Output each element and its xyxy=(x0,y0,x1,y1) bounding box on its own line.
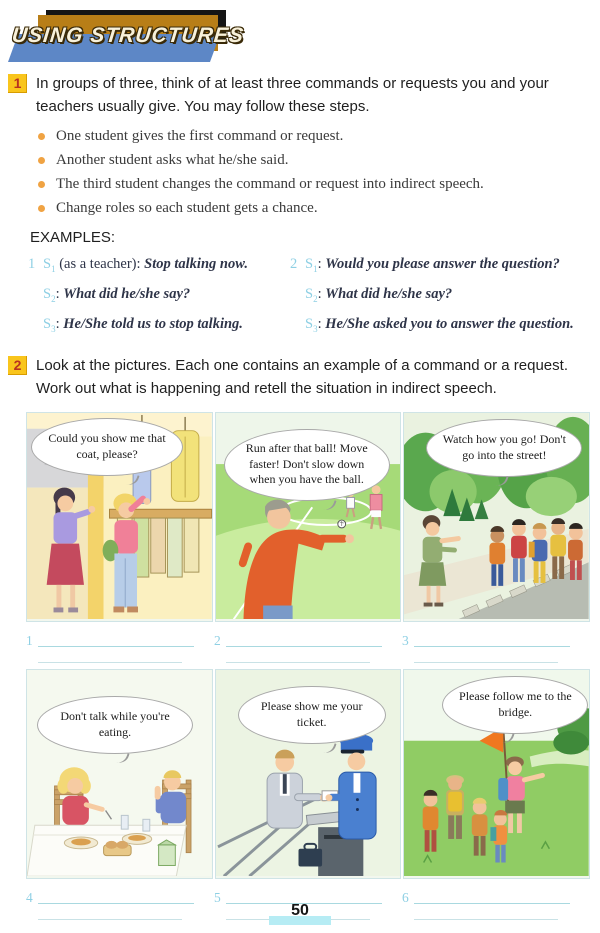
answer-blank xyxy=(402,630,590,663)
dialogue-text: Would you please answer the question? xyxy=(325,256,560,272)
speech-bubble: Don't talk while you're eating. xyxy=(37,696,193,754)
speaker-label: $S_2$ xyxy=(43,285,56,304)
exercise-2 xyxy=(8,354,592,400)
speaker-label: $S_1$ xyxy=(43,256,56,274)
separator: : xyxy=(55,285,64,302)
dialogue-text: Stop talking now. xyxy=(144,256,248,272)
speaker-label: $S_2$ xyxy=(305,285,318,304)
list-item xyxy=(38,198,592,222)
exercise-1-instructions: In groups of three, think of at least three commands or requests you and your teachers usually give. You may follow these steps. xyxy=(36,75,549,115)
panel-2-football-field xyxy=(215,412,402,622)
step-text: Change roles so each student gets a chance. xyxy=(56,200,318,216)
step-text: One student gives the first command or request. xyxy=(56,128,344,144)
write-on-line xyxy=(414,662,558,663)
separator: : xyxy=(317,315,326,332)
example-number xyxy=(290,312,305,342)
page-footer xyxy=(0,902,600,925)
example-dialogues xyxy=(28,252,600,342)
answer-number: 6 xyxy=(402,889,409,905)
dialogue-line xyxy=(290,252,600,282)
speech-bubble: Please follow me to the bridge. xyxy=(442,676,588,734)
bullet-icon xyxy=(38,133,45,140)
speaker-label: $S_3$ xyxy=(43,315,56,334)
speaker-label: $S_1$ xyxy=(305,256,318,274)
dialogue-text: What did he/she say? xyxy=(63,285,191,302)
speaker-label: $S_3$ xyxy=(305,315,318,334)
speech-bubble: Please show me your ticket. xyxy=(238,686,386,744)
list-item xyxy=(38,126,592,150)
bullet-icon xyxy=(38,157,45,164)
bullet-icon xyxy=(38,205,45,212)
separator: (as a teacher): xyxy=(55,256,145,272)
example-number xyxy=(28,282,43,312)
page-title: USING STRUCTURES xyxy=(10,24,246,47)
speech-bubble: Run after that ball! Move faster! Don't slow down when you have the ball. xyxy=(224,429,390,501)
speech-bubble: Could you show me that coat, please? xyxy=(31,418,183,476)
exercise-2-instructions: Look at the pictures. Each one contains an example of a command or a request. Work out what is happening and retell the situation in indirect speech. xyxy=(36,356,568,397)
speech-bubble: Watch how you go! Don't go into the street! xyxy=(426,419,582,477)
answer-blank xyxy=(214,630,402,663)
dialogue-text: He/She asked you to answer the question. xyxy=(325,315,574,332)
steps-list xyxy=(38,126,592,222)
panel-6-tour-guide xyxy=(403,669,590,879)
answer-number: 2 xyxy=(214,632,221,648)
dialogue-line xyxy=(28,252,290,282)
page-number: 50 xyxy=(291,902,309,919)
example-dialogue-2 xyxy=(290,252,600,342)
answer-number: 3 xyxy=(402,632,409,648)
panel-1-clothes-shop xyxy=(26,412,213,622)
write-on-line xyxy=(414,646,570,647)
step-text: The third student changes the command or request into indirect speech. xyxy=(56,176,484,192)
step-text: Another student asks what he/she said. xyxy=(56,152,289,168)
answer-number: 4 xyxy=(26,889,33,905)
write-on-line xyxy=(38,662,182,663)
panel-4-dinner-table xyxy=(26,669,213,879)
write-on-line xyxy=(226,646,382,647)
example-number: 2 xyxy=(290,256,298,272)
dialogue-line xyxy=(290,312,600,342)
example-number: 1 xyxy=(28,256,36,272)
picture-row-2 xyxy=(26,669,590,879)
answer-blank xyxy=(26,630,214,663)
write-on-line xyxy=(38,646,194,647)
list-item xyxy=(38,150,592,174)
exercise-2-number-badge: 2 xyxy=(8,356,27,375)
separator: : xyxy=(55,315,64,332)
dialogue-line xyxy=(290,282,600,312)
picture-row-1 xyxy=(26,412,590,622)
exercise-1 xyxy=(8,72,592,118)
separator: : xyxy=(317,285,326,302)
panel-5-ticket-gate xyxy=(215,669,402,879)
separator: : xyxy=(317,256,326,272)
answer-number: 1 xyxy=(26,632,33,648)
exercise-1-number-badge: 1 xyxy=(8,74,27,93)
answer-number: 5 xyxy=(214,889,221,905)
bullet-icon xyxy=(38,181,45,188)
dialogue-line xyxy=(28,312,290,342)
dialogue-text: What did he/she say? xyxy=(325,285,453,302)
examples-heading: EXAMPLES: xyxy=(30,229,116,246)
section-banner xyxy=(6,10,246,60)
example-number xyxy=(28,312,43,342)
panel-3-street-crossing xyxy=(403,412,590,622)
dialogue-line xyxy=(28,282,290,312)
list-item xyxy=(38,174,592,198)
dialogue-text: He/She told us to stop talking. xyxy=(63,315,243,332)
example-dialogue-1 xyxy=(28,252,290,342)
example-number xyxy=(290,282,305,312)
answer-blanks-1-3 xyxy=(26,630,590,663)
write-on-line xyxy=(226,662,370,663)
